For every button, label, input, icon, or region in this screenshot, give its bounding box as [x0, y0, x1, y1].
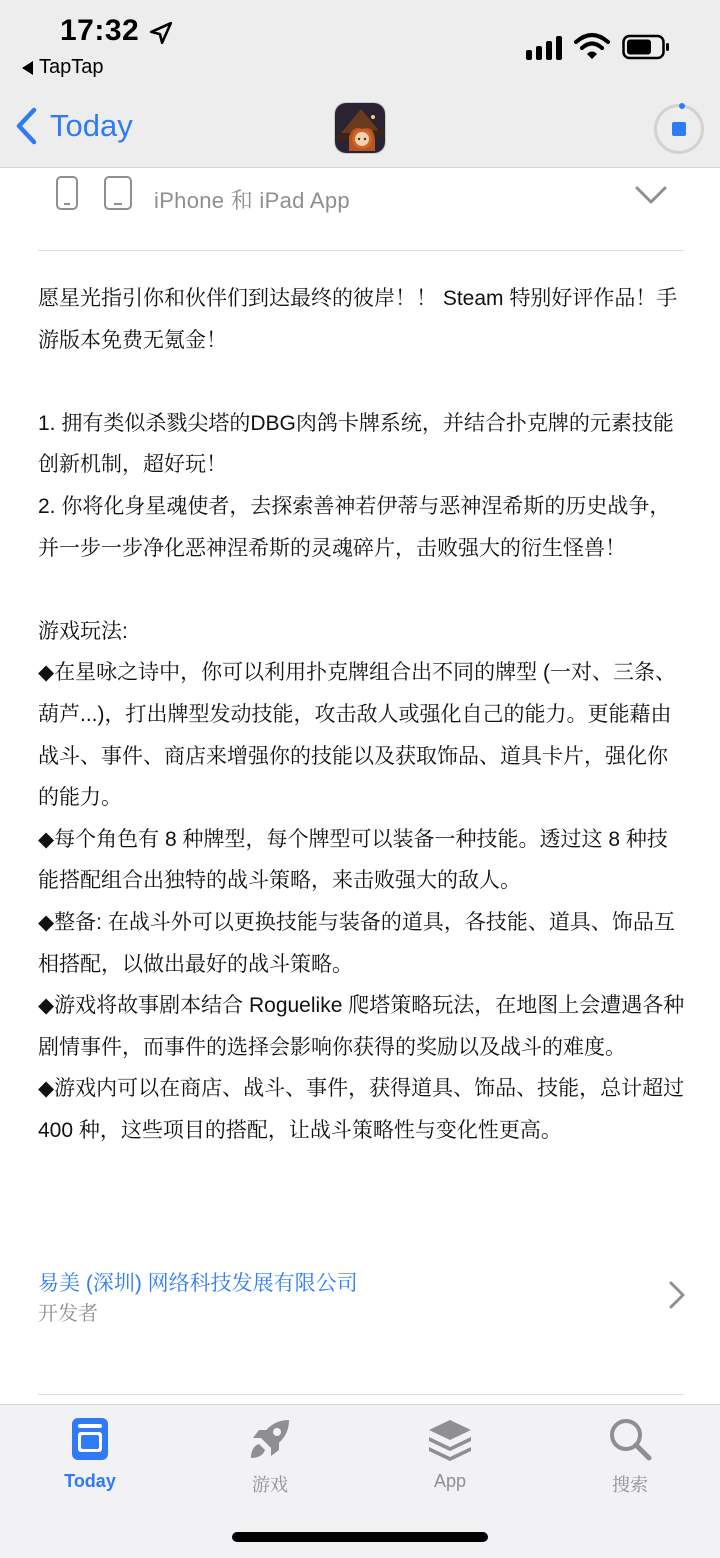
download-progress-button[interactable]: [654, 104, 704, 154]
app-description: [38, 278, 688, 1151]
top-bar: [0, 0, 720, 168]
developer-role: 开发者: [38, 1303, 98, 1325]
search-icon: [607, 1416, 653, 1462]
description-paragraph: ◆游戏将故事剧本结合 Roguelike 爬塔策略玩法，在地图上会遭遇各种剧情事件，而事件的选择会影响你获得的奖励以及战斗的难度。: [38, 994, 685, 1059]
developer-name: 易美 (深圳) 网络科技发展有限公司: [38, 1272, 358, 1295]
developer-link[interactable]: [38, 1268, 688, 1328]
back-app-label: TapTap: [39, 56, 104, 78]
description-paragraph: 游戏玩法:: [38, 619, 128, 643]
device-label: iPhone 和 iPad App: [154, 188, 350, 213]
description-paragraph: 2. 你将化身星魂使者，去探索善神若伊蒂与恶神涅希斯的历史战争，并一步一步净化恶神涅希斯的灵魂碎片，击败强大的衍生怪兽！: [38, 494, 671, 560]
description-paragraph: 愿星光指引你和伙伴们到达最终的彼岸！！ Steam 特别好评作品！手游版本免费无氪金！: [38, 287, 678, 352]
description-paragraph: ◆在星咏之诗中，你可以利用扑克牌组合出不同的牌型 (一对、三条、葫芦...)，打出牌型发动技能，攻击敌人或强化自己的能力。更能藉由战斗、事件、商店来增强你的技能以及获取饰品、道具卡片，强化你的能力。: [38, 661, 676, 810]
back-label: Today: [50, 108, 133, 143]
back-to-app-link[interactable]: [22, 56, 104, 79]
battery-icon: [622, 34, 670, 60]
stop-icon: [672, 122, 686, 136]
tab-today[interactable]: [30, 1415, 150, 1492]
layers-icon: [427, 1416, 473, 1462]
section-divider: [38, 1394, 684, 1395]
wifi-icon: [574, 32, 610, 60]
tab-label: App: [433, 1471, 467, 1491]
tab-games[interactable]: [210, 1415, 330, 1497]
today-back-button[interactable]: [14, 106, 133, 146]
status-time: 17:32: [60, 14, 140, 47]
tab-apps[interactable]: [390, 1415, 510, 1492]
chevron-down-icon[interactable]: [634, 184, 668, 206]
app-icon: [334, 102, 386, 154]
tab-label: 游戏: [252, 1475, 288, 1495]
tab-label: Today: [64, 1471, 116, 1491]
cellular-signal-icon: [526, 34, 562, 60]
progress-indicator: [679, 103, 685, 109]
chevron-left-icon: [14, 106, 40, 146]
tab-search[interactable]: [570, 1415, 690, 1497]
description-paragraph: ◆游戏内可以在商店、战斗、事件，获得道具、饰品、技能，总计超过 400 种，这些项目的搭配，让战斗策略性与变化性更高。: [38, 1077, 685, 1142]
section-divider: [38, 250, 684, 251]
tab-label: 搜索: [612, 1475, 648, 1495]
back-triangle-icon: [22, 61, 33, 75]
paragraph-spacer: [38, 361, 688, 403]
paragraph-spacer: [38, 569, 688, 611]
chevron-right-icon: [668, 1280, 686, 1310]
home-indicator: [232, 1532, 488, 1542]
device-compatibility-row[interactable]: [0, 168, 720, 250]
ipad-icon: [104, 176, 132, 210]
description-paragraph: ◆每个角色有 8 种牌型，每个牌型可以装备一种技能。透过这 8 种技能搭配组合出独特的战斗策略，来击败强大的敌人。: [38, 827, 668, 893]
description-paragraph: 1. 拥有类似杀戮尖塔的DBG肉鸽卡牌系统，并结合扑克牌的元素技能创新机制，超好玩！: [38, 411, 674, 477]
rocket-icon: [247, 1416, 293, 1462]
iphone-icon: [56, 176, 78, 210]
location-arrow-icon: [148, 20, 174, 46]
description-paragraph: ◆整备: 在战斗外可以更换技能与装备的道具，各技能、道具、饰品互相搭配，以做出最好的战斗策略。: [38, 910, 675, 976]
today-icon: [70, 1416, 110, 1462]
